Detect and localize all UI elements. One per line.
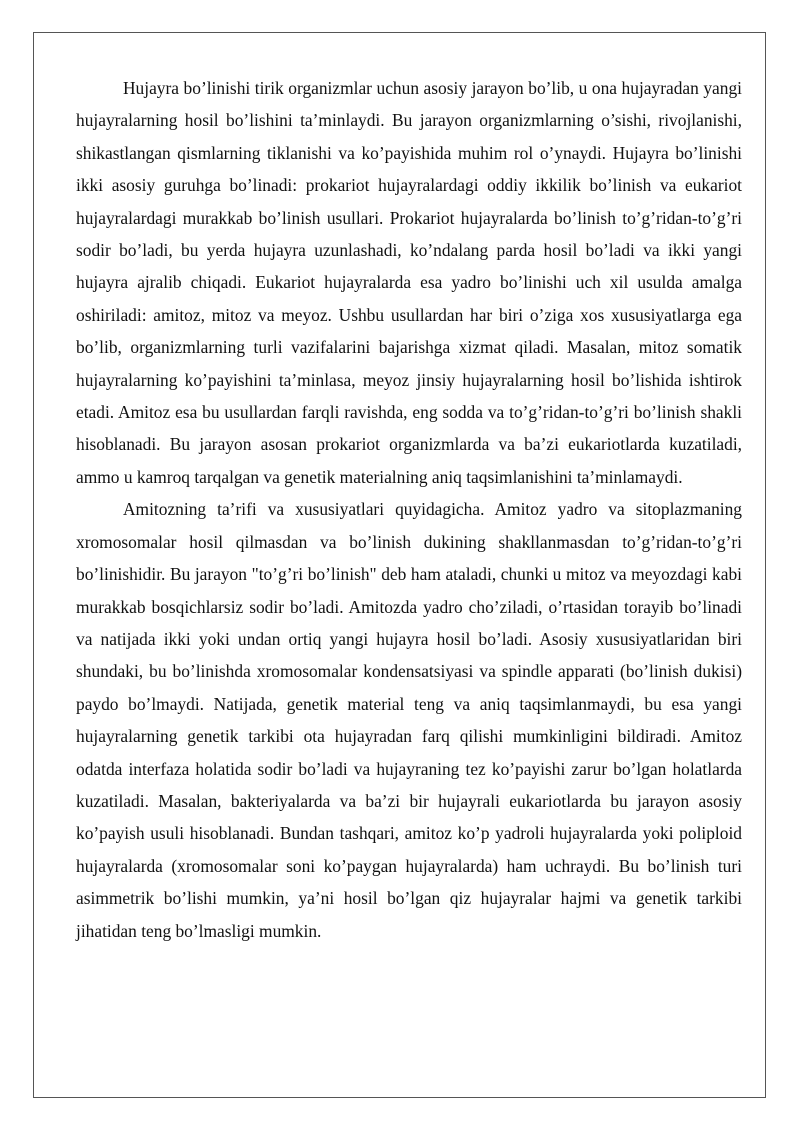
- paragraph-amitosis: Amitozning ta’rifi va xususiyatlari quyidagicha. Amitoz yadro va sitoplazmaning xromosomalar hosil qilmasdan va bo’linish dukining shakllanmasdan to’g’ridan-to’g’ri bo’linishidir. Bu jarayon "to’g’ri bo’linish" deb ham ataladi, chunki u mitoz va meyozdagi kabi murakkab bosqichlarsiz sodir bo’ladi. Amitozda yadro cho’ziladi, o’rtasidan torayib bo’linadi va natijada ikki yoki undan ortiq yangi hujayra hosil bo’ladi. Asosiy xususiyatlaridan biri shundaki, bu bo’linishda xromosomalar kondensatsiyasi va spindle apparati (bo’linish dukisi) paydo bo’lmaydi. Natijada, genetik material teng va aniq taqsimlanmaydi, bu esa yangi hujayralarning genetik tarkibi ota hujayradan farq qilishi mumkinligini bildiradi. Amitoz odatda interfaza holatida sodir bo’ladi va hujayraning tez ko’payishi zarur bo’lgan holatlarda kuzatiladi. Masalan, bakteriyalarda va ba’zi bir hujayrali eukariotlarda bu jarayon asosiy ko’payish usuli hisoblanadi. Bundan tashqari, amitoz ko’p yadroli hujayralarda yoki poliploid hujayralarda (xromosomalar soni ko’paygan hujayralarda) ham uchraydi. Bu bo’linish turi asimmetrik bo’lishi mumkin, ya’ni hosil bo’lgan qiz hujayralar hajmi va genetik tarkibi jihatidan teng bo’lmasligi mumkin.: [76, 499, 742, 941]
- document-body: [76, 72, 742, 947]
- paragraph-intro: Hujayra bo’linishi tirik organizmlar uchun asosiy jarayon bo’lib, u ona hujayradan yangi hujayralarning hosil bo’lishini ta’minlaydi. Bu jarayon organizmlarning o’sishi, rivojlanishi, shikastlangan qismlarning tiklanishi va ko’payishida muhim rol o’ynaydi. Hujayra bo’linishi ikki asosiy guruhga bo’linadi: prokariot hujayralardagi oddiy ikkilik bo’linish va eukariot hujayralardagi murakkab bo’linish usullari. Prokariot hujayralarda bo’linish to’g’ridan-to’g’ri sodir bo’ladi, bu yerda hujayra uzunlashadi, ko’ndalang parda hosil bo’ladi va ikki yangi hujayra ajralib chiqadi. Eukariot hujayralarda esa yadro bo’linishi uch xil usulda amalga oshiriladi: amitoz, mitoz va meyoz. Ushbu usullardan har biri o’ziga xos xususiyatlarga ega bo’lib, organizmlarning turli vazifalarini bajarishga xizmat qiladi. Masalan, mitoz somatik hujayralarning ko’payishini ta’minlasa, meyoz jinsiy hujayralarning hosil bo’lishida ishtirok etadi. Amitoz esa bu usullardan farqli ravishda, eng sodda va to’g’ridan-to’g’ri bo’linish shakli hisoblanadi. Bu jarayon asosan prokariot organizmlarda va ba’zi eukariotlarda kuzatiladi, ammo u kamroq tarqalgan va genetik materialning aniq taqsimlanishini ta’minlamaydi.: [76, 78, 742, 487]
